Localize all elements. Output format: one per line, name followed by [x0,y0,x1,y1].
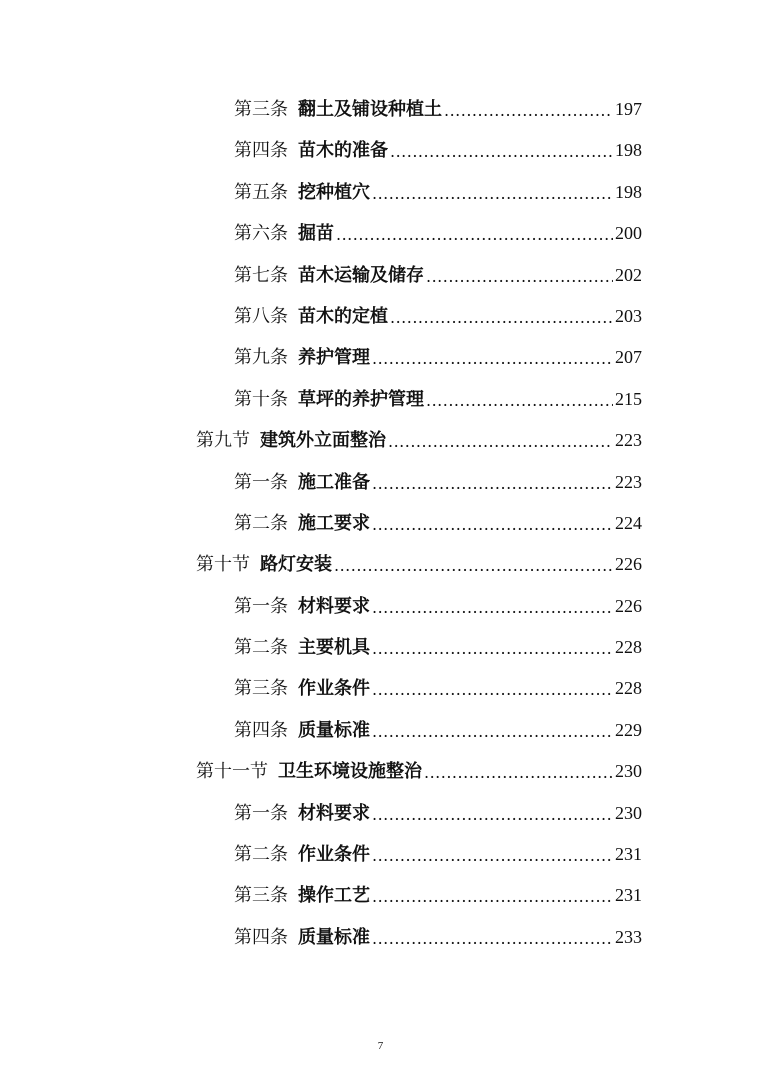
toc-entry-number: 第二条 [234,637,288,659]
toc-entry-page: 198 [615,140,642,161]
toc-entry-title: 主要机具 [298,637,370,659]
toc-entry-title: 苗木运输及储存 [298,264,424,286]
toc-leader-dots [426,256,613,297]
toc-entry-page: 229 [615,719,642,740]
toc-entry-page: 224 [615,512,642,533]
toc-leader-dots [372,463,613,504]
toc-entry-number: 第三条 [234,885,288,907]
toc-section-entry[interactable] [0,544,642,585]
toc-entry-number: 第二条 [234,844,288,866]
toc-entry-page: 215 [615,388,642,409]
toc-entry[interactable] [0,710,642,751]
toc-entry[interactable] [0,793,642,834]
toc-entry[interactable] [0,668,642,709]
toc-entry[interactable] [0,337,642,378]
toc-entry-number: 第四条 [234,719,288,741]
toc-entry-title: 苗木的定植 [298,305,388,327]
toc-entry-number: 第四条 [234,140,288,162]
toc-entry-title: 作业条件 [298,844,370,866]
toc-leader-dots [390,297,613,338]
page-number: 7 [377,1040,384,1052]
toc-entry-title: 质量标准 [298,926,370,948]
toc-entry-page: 233 [615,926,642,947]
toc-leader-dots [424,752,613,793]
toc-entry[interactable] [0,462,642,503]
toc-entry-page: 228 [615,637,642,658]
toc-entry-page: 226 [615,595,642,616]
toc-entry-title: 施工准备 [298,471,370,493]
toc-entry[interactable] [0,172,642,213]
toc-entry-number: 第十条 [234,388,288,410]
toc-entry-number: 第十一节 [196,761,268,783]
toc-leader-dots [336,214,613,255]
toc-entry[interactable] [0,875,642,916]
toc-entry-page: 207 [615,347,642,368]
toc-entry-number: 第七条 [234,264,288,286]
toc-entry[interactable] [0,213,642,254]
toc-leader-dots [334,545,613,586]
toc-entry-page: 230 [615,761,642,782]
toc-entry-number: 第三条 [234,99,288,120]
toc-entry-title: 翻土及铺设种植土 [298,99,442,120]
toc-entry-page: 197 [615,99,642,119]
toc-leader-dots [444,90,613,131]
toc-entry-number: 第九条 [234,347,288,369]
table-of-contents [0,89,761,958]
toc-entry-page: 198 [615,181,642,202]
toc-entry-number: 第一条 [234,595,288,617]
toc-entry-page: 231 [615,844,642,865]
toc-entry-title: 养护管理 [298,347,370,369]
toc-entry-number: 第六条 [234,223,288,245]
toc-leader-dots [372,504,613,545]
toc-entry-page: 203 [615,305,642,326]
toc-entry[interactable] [0,130,642,171]
toc-entry-number: 第四条 [234,926,288,948]
toc-entry-page: 200 [615,223,642,244]
toc-leader-dots [372,338,613,379]
toc-entry[interactable] [0,627,642,668]
toc-entry-page: 226 [615,554,642,575]
toc-entry[interactable] [0,834,642,875]
toc-entry-title: 建筑外立面整治 [260,430,386,452]
toc-leader-dots [388,421,613,462]
toc-entry-title: 质量标准 [298,719,370,741]
toc-entry-title: 草坪的养护管理 [298,388,424,410]
toc-entry-page: 230 [615,802,642,823]
toc-leader-dots [372,173,613,214]
toc-entry-number: 第二条 [234,512,288,534]
toc-entry-number: 第九节 [196,430,250,452]
toc-entry-title: 施工要求 [298,512,370,534]
toc-entry-title: 材料要求 [298,802,370,824]
toc-entry-number: 第一条 [234,471,288,493]
toc-entry-title: 材料要求 [298,595,370,617]
toc-leader-dots [372,711,613,752]
toc-entry-title: 挖种植穴 [298,181,370,203]
toc-entry[interactable] [0,586,642,627]
toc-entry[interactable] [0,89,642,130]
toc-entry[interactable] [0,917,642,958]
toc-entry-number: 第十节 [196,554,250,576]
toc-entry[interactable] [0,503,642,544]
toc-entry-number: 第八条 [234,305,288,327]
toc-entry-page: 231 [615,885,642,906]
toc-entry-title: 卫生环境设施整治 [278,761,422,783]
toc-entry-page: 223 [615,430,642,451]
toc-section-entry[interactable] [0,420,642,461]
toc-entry-title: 操作工艺 [298,885,370,907]
toc-entry-page: 223 [615,471,642,492]
toc-leader-dots [372,835,613,876]
toc-leader-dots [426,380,613,421]
toc-section-entry[interactable] [0,751,642,792]
toc-entry-title: 作业条件 [298,678,370,700]
toc-leader-dots [372,628,613,669]
toc-leader-dots [372,918,613,959]
toc-entry-number: 第五条 [234,181,288,203]
toc-entry-title: 路灯安装 [260,554,332,576]
toc-entry-title: 苗木的准备 [298,140,388,162]
toc-leader-dots [372,876,613,917]
toc-entry[interactable] [0,255,642,296]
toc-leader-dots [390,131,613,172]
toc-entry[interactable] [0,379,642,420]
toc-entry-number: 第一条 [234,802,288,824]
toc-entry-title: 掘苗 [298,223,334,245]
toc-leader-dots [372,669,613,710]
toc-leader-dots [372,587,613,628]
toc-entry-number: 第三条 [234,678,288,700]
toc-entry-page: 228 [615,678,642,699]
toc-leader-dots [372,794,613,835]
toc-entry-page: 202 [615,264,642,285]
toc-entry[interactable] [0,296,642,337]
